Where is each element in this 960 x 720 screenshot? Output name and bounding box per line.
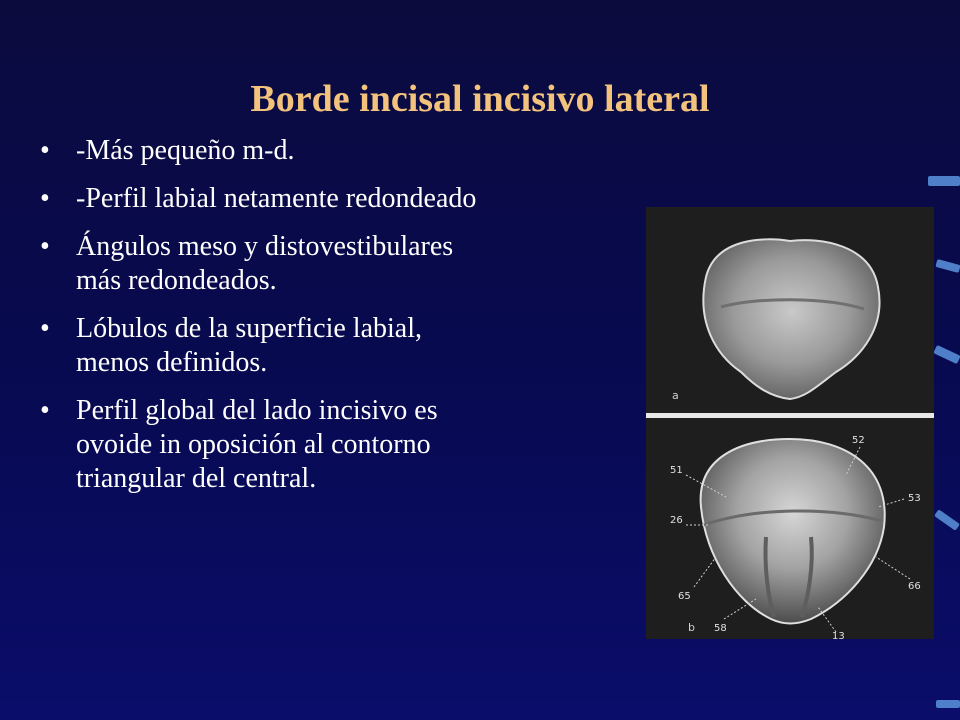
- bullet-text: Lóbulos de la superficie labial,: [76, 313, 422, 344]
- panel-a-label: a: [672, 389, 679, 402]
- bullet-text: -Más pequeño m-d.: [76, 135, 295, 166]
- bullet-item: [40, 230, 620, 298]
- bullet-marker: •: [40, 313, 50, 344]
- annotation-label: 26: [670, 515, 683, 526]
- annotation-label: 65: [678, 591, 691, 602]
- bullet-text: ovoide in oposición al contorno: [76, 429, 431, 460]
- bullet-item: [40, 134, 620, 168]
- panel-b-label: b: [688, 621, 695, 634]
- panel-divider: [646, 413, 934, 418]
- annotation-label: 51: [670, 465, 683, 476]
- bullet-text: Perfil global del lado incisivo es: [76, 395, 438, 426]
- annotation-label: 66: [908, 581, 921, 592]
- bullet-text: Ángulos meso y distovestibulares: [76, 231, 454, 262]
- decorative-accent: [936, 700, 960, 708]
- decorative-accent: [935, 259, 960, 273]
- bullet-text: más redondeados.: [76, 265, 277, 296]
- decorative-accent: [934, 509, 960, 530]
- bullet-text: menos definidos.: [76, 347, 268, 378]
- decorative-accent: [928, 176, 960, 186]
- bullet-marker: •: [40, 183, 50, 214]
- tooth-figure-svg: [646, 207, 934, 639]
- annotation-label: 13: [832, 631, 845, 639]
- bullet-item: [40, 394, 620, 496]
- annotation-label: 53: [908, 493, 921, 504]
- bullet-text: triangular del central.: [76, 463, 317, 494]
- bullet-list: [40, 134, 620, 510]
- bullet-marker: •: [40, 395, 50, 426]
- bullet-item: [40, 312, 620, 380]
- bullet-item: [40, 182, 620, 216]
- bullet-marker: •: [40, 231, 50, 262]
- tooth-photograph: [646, 207, 934, 639]
- bullet-text: -Perfil labial netamente redondeado: [76, 183, 477, 214]
- bullet-marker: •: [40, 135, 50, 166]
- decorative-accent: [933, 345, 960, 364]
- annotation-label: 52: [852, 435, 865, 446]
- slide-title: Borde incisal incisivo lateral: [250, 78, 710, 121]
- annotation-label: 58: [714, 623, 727, 634]
